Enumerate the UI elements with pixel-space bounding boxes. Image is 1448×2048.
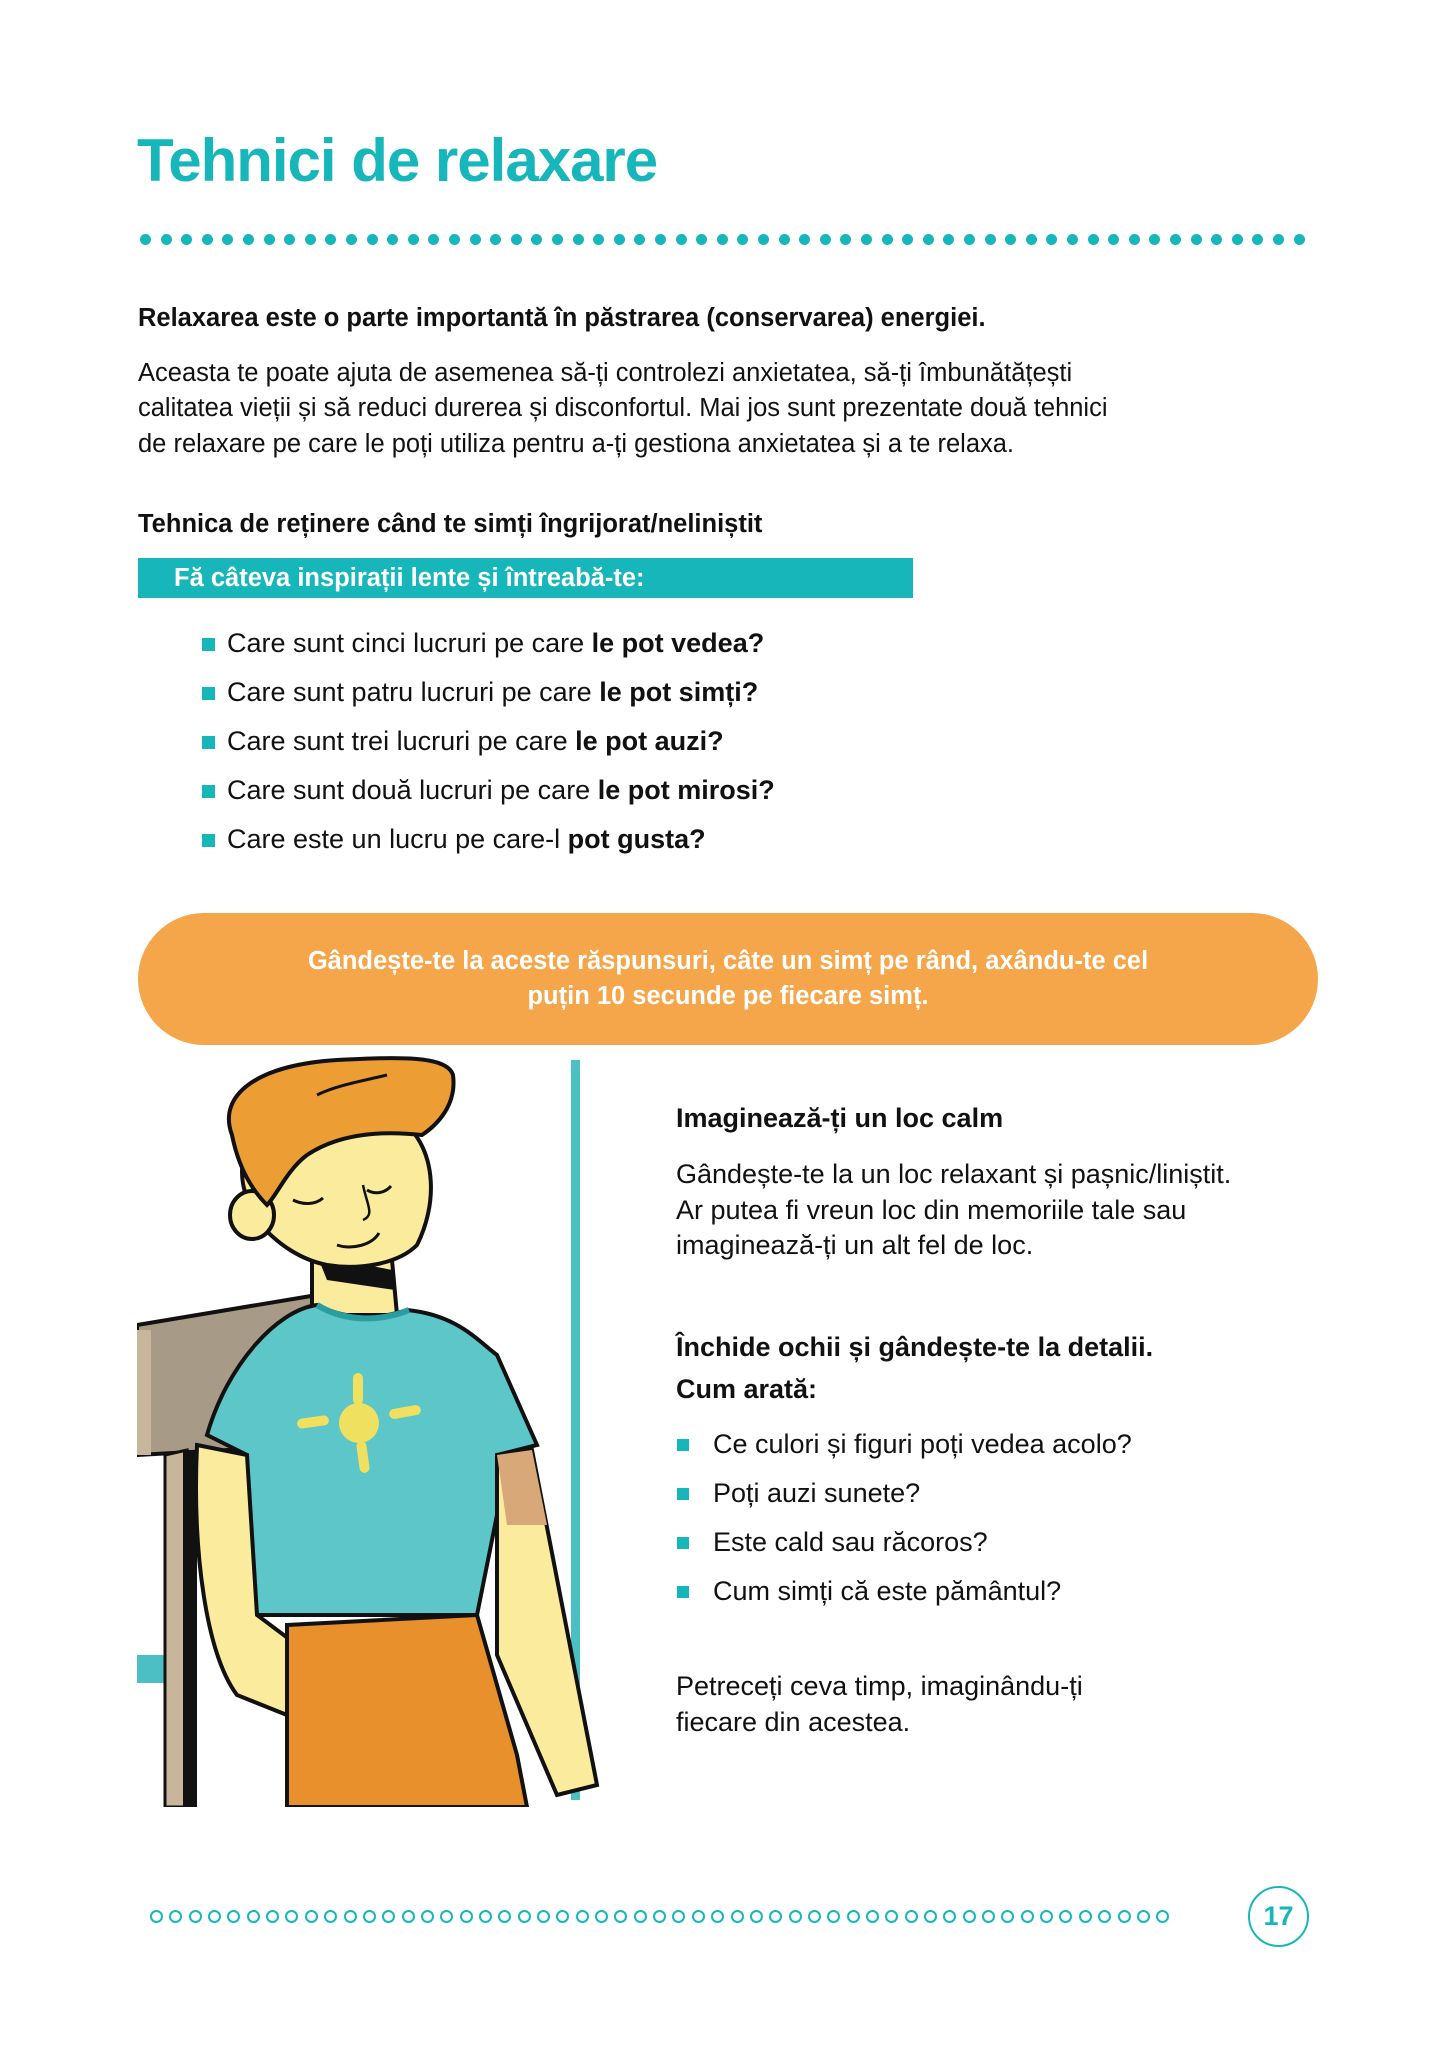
divider-dot: [1170, 234, 1181, 245]
divider-dot: [243, 234, 254, 245]
divider-ring: [537, 1910, 550, 1923]
divider-dot: [387, 234, 398, 245]
detail-text: Poți auzi sunete?: [713, 1478, 921, 1508]
detail-text: Ce culori și figuri poți vedea acolo?: [713, 1429, 1132, 1459]
divider-ring: [731, 1910, 744, 1923]
question-text: Care sunt cinci lucruri pe care: [227, 628, 592, 658]
intro-lead: Relaxarea este o parte importantă în păstrarea (conservarea) energiei.: [138, 304, 986, 332]
divider-dot: [943, 234, 954, 245]
page-number-badge: 17: [1248, 1886, 1309, 1947]
divider-ring: [1021, 1910, 1034, 1923]
divider-dot: [1067, 234, 1078, 245]
divider-ring: [1040, 1910, 1053, 1923]
divider-ring: [672, 1910, 685, 1923]
divider-dot: [284, 234, 295, 245]
divider-ring: [150, 1910, 163, 1923]
divider-dot: [799, 234, 810, 245]
divider-ring: [808, 1910, 821, 1923]
question-text: Care sunt patru lucruri pe care: [227, 677, 600, 707]
intro-paragraph: [138, 356, 1338, 462]
divider-dot: [1232, 234, 1243, 245]
divider-dot: [1294, 234, 1305, 245]
question-text: Care este un lucru pe care-l: [227, 824, 568, 854]
divider-dot: [902, 234, 913, 245]
intro-paragraph-line: de relaxare pe care le poți utiliza pentru a-ți gestiona anxietatea și a te relaxa.: [138, 429, 1015, 458]
divider-ring: [1118, 1910, 1131, 1923]
divider-dot: [408, 234, 419, 245]
divider-dot: [717, 234, 728, 245]
calm-place-body-line: imaginează-ți un alt fel de loc.: [676, 1230, 1034, 1260]
calm-place-heading: Imaginează-ți un loc calm: [676, 1103, 1004, 1133]
divider-dot: [861, 234, 872, 245]
divider-ring: [576, 1910, 589, 1923]
divider-ring: [498, 1910, 511, 1923]
question-bold: le pot mirosi?: [597, 775, 775, 805]
divider-ring: [189, 1910, 202, 1923]
grounding-banner-text: Fă câteva inspirații lente și întreabă-te:: [174, 564, 645, 592]
divider-ring: [1137, 1910, 1150, 1923]
divider-dot: [140, 234, 151, 245]
divider-ring: [885, 1910, 898, 1923]
divider-dot: [840, 234, 851, 245]
divider-ring: [1001, 1910, 1014, 1923]
square-bullet-icon: [202, 638, 215, 651]
divider-dot: [820, 234, 831, 245]
divider-dot: [1191, 234, 1202, 245]
detail-text: Cum simți că este pământul?: [713, 1576, 1062, 1606]
divider-dot: [264, 234, 275, 245]
divider-ring: [324, 1910, 337, 1923]
intro-paragraph-line: Aceasta te poate ajuta de asemenea să-ți controlezi anxietatea, să-ți îmbunătățești: [138, 359, 1073, 387]
question-text: Care sunt două lucruri pe care: [227, 775, 598, 805]
calm-place-closing: [676, 1669, 1083, 1740]
closing-line: fiecare din acestea.: [676, 1706, 911, 1737]
divider-dot: [181, 234, 192, 245]
divider-ring: [982, 1910, 995, 1923]
divider-ring: [363, 1910, 376, 1923]
divider-ring: [479, 1910, 492, 1923]
divider-dot: [346, 234, 357, 245]
divider-ring: [305, 1910, 318, 1923]
divider-dot: [758, 234, 769, 245]
divider-ring: [905, 1910, 918, 1923]
closing-line: Petreceți ceva timp, imaginându-ți: [676, 1671, 1083, 1701]
divider-ring: [711, 1910, 724, 1923]
divider-ring: [382, 1910, 395, 1923]
grounding-banner: [138, 558, 913, 598]
divider-dot: [222, 234, 233, 245]
square-bullet-icon: [677, 1439, 689, 1451]
divider-ring: [460, 1910, 473, 1923]
divider-dot: [428, 234, 439, 245]
square-bullet-icon: [202, 736, 215, 749]
divider-dot: [161, 234, 172, 245]
divider-ring: [227, 1910, 240, 1923]
divider-dot: [593, 234, 604, 245]
divider-dot: [985, 234, 996, 245]
detail-text: Este cald sau răcoros?: [713, 1527, 988, 1557]
calm-place-body-line: Gândește-te la un loc relaxant și pașnic/liniștit.: [676, 1159, 1232, 1189]
divider-ring: [769, 1910, 782, 1923]
divider-dot: [305, 234, 316, 245]
divider-dot: [1273, 234, 1284, 245]
square-bullet-icon: [677, 1488, 689, 1500]
divider-dot: [367, 234, 378, 245]
details-heading: Închide ochii și gândește-te la detalii.: [676, 1332, 1154, 1362]
question-bold: le pot vedea?: [591, 628, 765, 658]
divider-ring: [614, 1910, 627, 1923]
divider-dot: [634, 234, 645, 245]
divider-ring: [402, 1910, 415, 1923]
divider-ring: [556, 1910, 569, 1923]
divider-ring: [169, 1910, 182, 1923]
divider-ring: [847, 1910, 860, 1923]
divider-dot: [676, 234, 687, 245]
divider-dot: [964, 234, 975, 245]
divider-dot: [573, 234, 584, 245]
square-bullet-icon: [202, 687, 215, 700]
footer-ring-divider: [150, 1910, 1190, 1924]
divider-ring: [440, 1910, 453, 1923]
divider-ring: [247, 1910, 260, 1923]
divider-dot: [470, 234, 481, 245]
divider-ring: [1079, 1910, 1092, 1923]
divider-dot: [614, 234, 625, 245]
calm-place-body-line: Ar putea fi vreun loc din memoriile tale sau: [676, 1194, 1187, 1225]
divider-dot: [1211, 234, 1222, 245]
divider-dot: [449, 234, 460, 245]
divider-dot: [531, 234, 542, 245]
divider-ring: [1098, 1910, 1111, 1923]
divider-ring: [866, 1910, 879, 1923]
tip-line: Gândește-te la aceste răspunsuri, câte un simț pe rând, axându-te cel: [307, 947, 1149, 975]
question-text: Care sunt trei lucruri pe care: [227, 726, 576, 756]
square-bullet-icon: [202, 785, 215, 798]
divider-dot: [882, 234, 893, 245]
intro-paragraph-line: calitatea vieții și să reduci durerea și disconfortul. Mai jos sunt prezentate două tehnici: [138, 394, 1108, 423]
divider-ring: [266, 1910, 279, 1923]
divider-dot: [779, 234, 790, 245]
divider-dot: [490, 234, 501, 245]
divider-ring: [634, 1910, 647, 1923]
question-bold: le pot auzi?: [575, 726, 724, 756]
divider-dot: [696, 234, 707, 245]
divider-ring: [518, 1910, 531, 1923]
divider-ring: [963, 1910, 976, 1923]
divider-ring: [1156, 1910, 1169, 1923]
divider-ring: [653, 1910, 666, 1923]
square-bullet-icon: [677, 1537, 689, 1549]
divider-ring: [344, 1910, 357, 1923]
divider-dot: [1005, 234, 1016, 245]
details-subheading: Cum arată:: [676, 1374, 818, 1404]
page-title: Tehnici de relaxare: [137, 127, 658, 194]
relaxing-boy-illustration: [137, 1055, 617, 1807]
divider-dot: [552, 234, 563, 245]
details-heading-block: [676, 1326, 1153, 1410]
square-bullet-icon: [677, 1586, 689, 1598]
divider-dot: [923, 234, 934, 245]
divider-dot: [1129, 234, 1140, 245]
divider-dot: [325, 234, 336, 245]
divider-dot: [737, 234, 748, 245]
divider-ring: [285, 1910, 298, 1923]
divider-ring: [750, 1910, 763, 1923]
divider-ring: [595, 1910, 608, 1923]
divider-dot: [1046, 234, 1057, 245]
calm-place-body: [676, 1157, 1231, 1264]
divider-ring: [421, 1910, 434, 1923]
divider-dot: [1088, 234, 1099, 245]
divider-ring: [208, 1910, 221, 1923]
divider-dot: [511, 234, 522, 245]
grounding-heading: Tehnica de reținere când te simți îngrijorat/neliniștit: [138, 510, 763, 538]
divider-ring: [789, 1910, 802, 1923]
question-bold: le pot simți?: [599, 677, 759, 707]
divider-ring: [1059, 1910, 1072, 1923]
divider-ring: [924, 1910, 937, 1923]
divider-ring: [692, 1910, 705, 1923]
divider-dot: [1149, 234, 1160, 245]
divider-ring: [943, 1910, 956, 1923]
divider-dot: [1252, 234, 1263, 245]
divider-ring: [827, 1910, 840, 1923]
dotted-divider: [140, 234, 1320, 246]
divider-dot: [1108, 234, 1119, 245]
tip-line: puțin 10 secunde pe fiecare simț.: [527, 982, 929, 1010]
tip-callout: [138, 913, 1318, 1045]
divider-dot: [655, 234, 666, 245]
divider-dot: [202, 234, 213, 245]
divider-dot: [1026, 234, 1037, 245]
question-bold: pot gusta?: [567, 824, 706, 854]
square-bullet-icon: [202, 834, 215, 847]
